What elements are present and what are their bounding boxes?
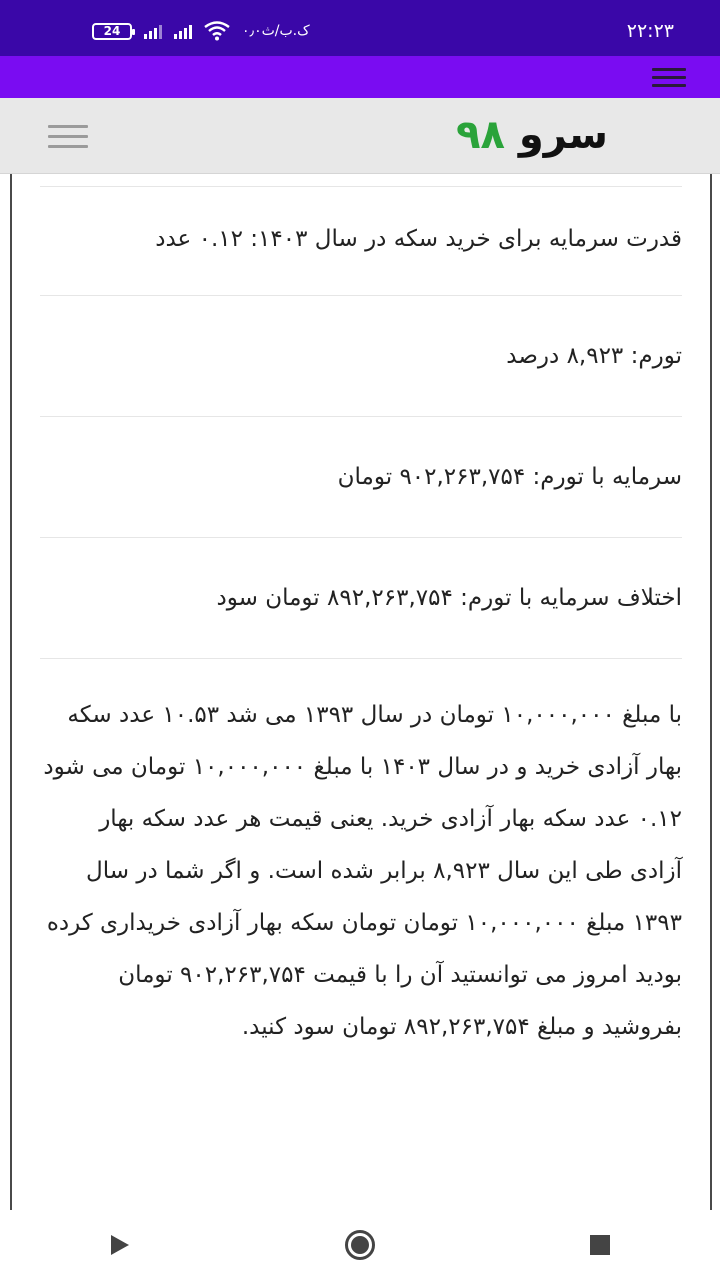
nav-recent-button[interactable]: [570, 1215, 630, 1275]
site-logo[interactable]: [456, 112, 608, 158]
signal-icon: [144, 23, 162, 39]
logo-text: سرو: [518, 112, 608, 158]
result-content: [10, 174, 712, 1210]
site-menu-hamburger-icon[interactable]: [48, 125, 88, 148]
status-time: ۲۲:۲۳: [626, 20, 674, 42]
capital-difference-row: اختلاف سرمایه با تورم: ۸۹۲,۲۶۳,۷۵۴ تومان سود: [40, 537, 682, 658]
logo-number: ۹۸: [456, 112, 505, 158]
app-bar: [0, 56, 720, 98]
battery-icon: 24: [92, 23, 132, 40]
coin-purchase-capacity: قدرت سرمایه برای خرید سکه در سال ۱۴۰۳: ۰.۱۲ عدد: [40, 186, 682, 295]
circle-home-icon: [345, 1230, 375, 1260]
capital-with-inflation-row: سرمایه با تورم: ۹۰۲,۲۶۳,۷۵۴ تومان: [40, 416, 682, 537]
network-speed: ۰٫۰ک.ب/ث: [242, 23, 310, 39]
site-header: [0, 98, 720, 174]
inflation-row: تورم: ۸,۹۲۳ درصد: [40, 295, 682, 416]
status-icons: [92, 20, 310, 42]
nav-back-button[interactable]: [90, 1215, 150, 1275]
wifi-icon: [204, 21, 230, 41]
status-bar: [0, 0, 720, 56]
signal-icon-2: [174, 23, 192, 39]
app-menu-hamburger-icon[interactable]: [652, 68, 686, 87]
triangle-back-icon: [111, 1235, 129, 1255]
nav-home-button[interactable]: [330, 1215, 390, 1275]
system-nav-bar: [0, 1210, 720, 1280]
square-recent-icon: [590, 1235, 610, 1255]
summary-paragraph: با مبلغ ۱۰,۰۰۰,۰۰۰ تومان در سال ۱۳۹۳ می شد ۱۰.۵۳ عدد سکه بهار آزادی خرید و در سال ۱۴۰۳ با مبلغ ۱۰,۰۰۰,۰۰۰ تومان می شود ۰.۱۲ عدد سکه بهار آزادی خرید. یعنی قیمت هر عدد سکه بهار آزادی طی این سال ۸,۹۲۳ برابر شده است. و اگر شما در سال ۱۳۹۳ مبلغ ۱۰,۰۰۰,۰۰۰ تومان تومان سکه بهار آزادی خریداری کرده بودید امروز می توانستید آن را با قیمت ۹۰۲,۲۶۳,۷۵۴ تومان بفروشید و مبلغ ۸۹۲,۲۶۳,۷۵۴ تومان سود کنید.: [40, 658, 682, 1073]
